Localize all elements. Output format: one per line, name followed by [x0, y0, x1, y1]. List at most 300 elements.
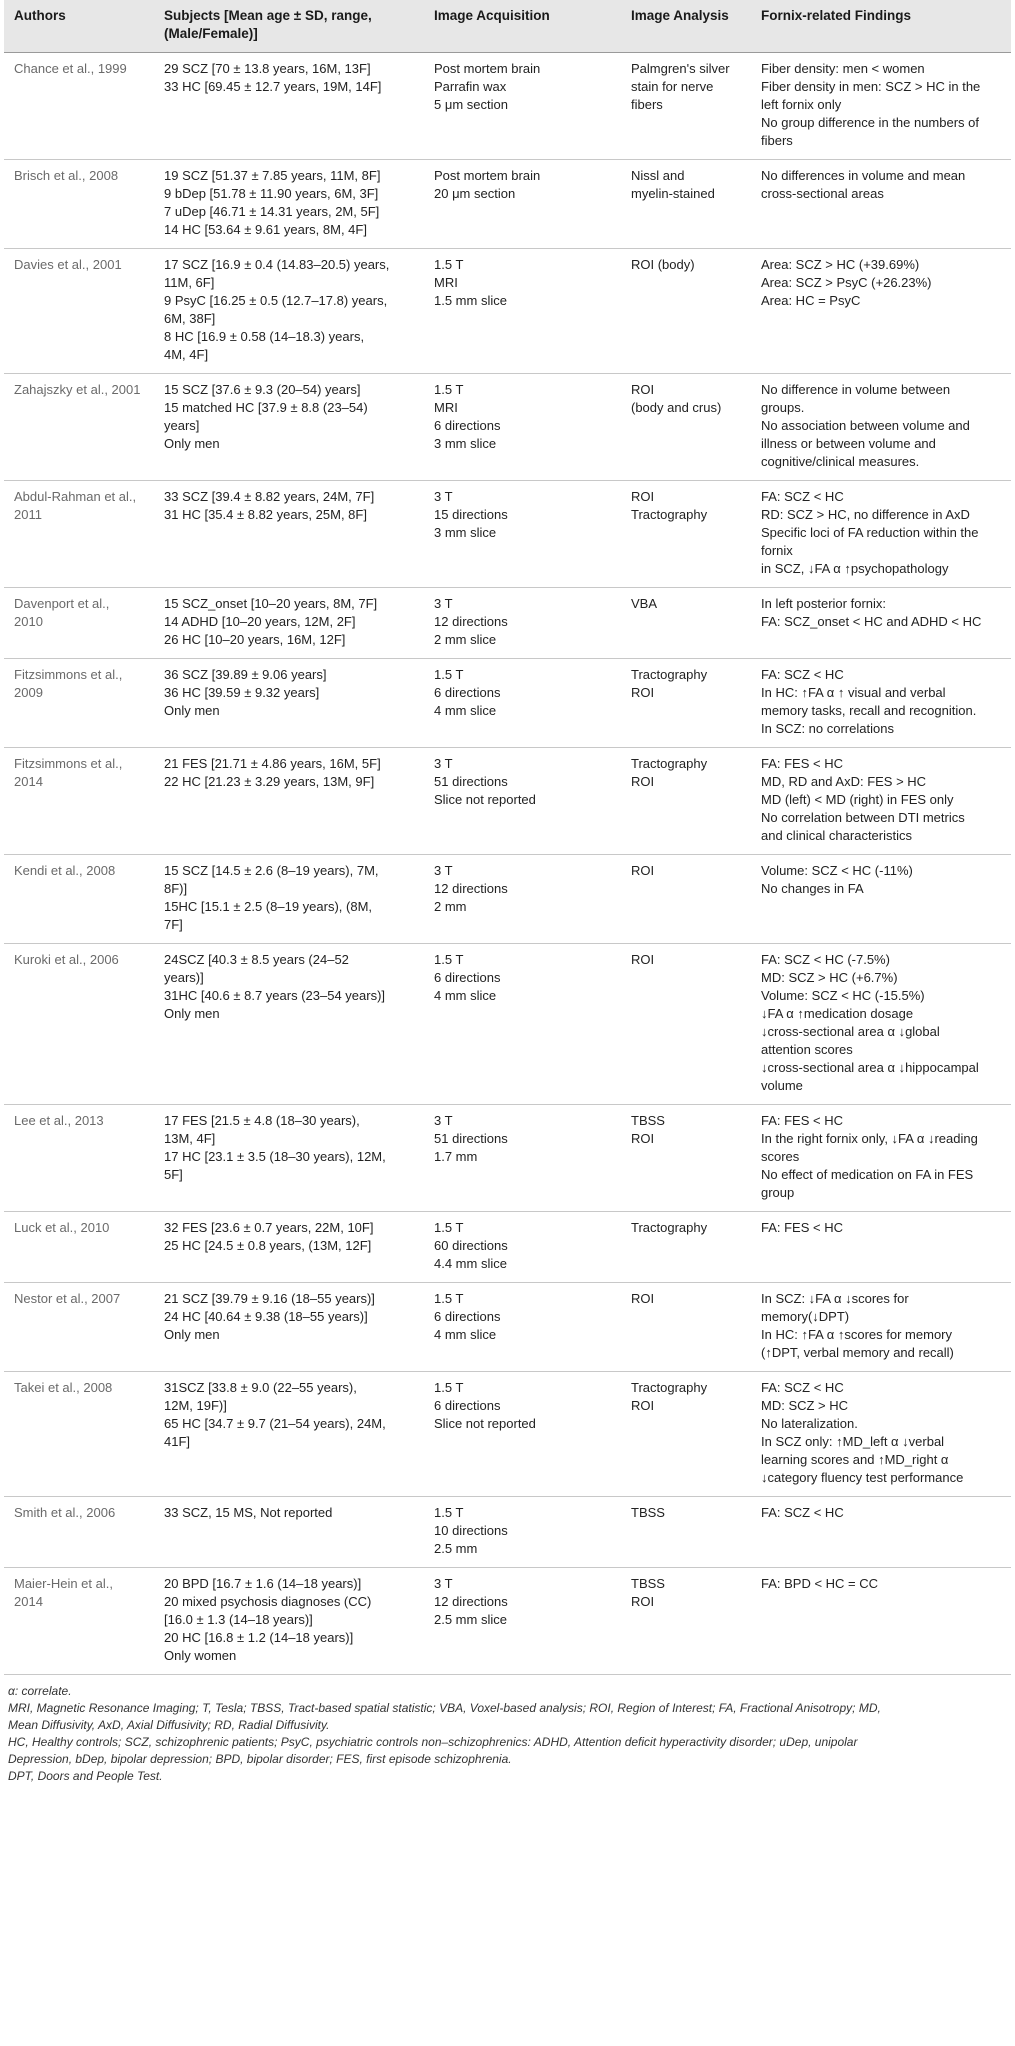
cell-line: 15 matched HC [37.9 ± 8.8 (23–54) [164, 400, 368, 415]
cell-line: 9 PsyC [16.25 ± 0.5 (12.7–17.8) years, [164, 293, 388, 308]
cell-subjects [154, 659, 424, 748]
cell-image-analysis [621, 374, 751, 481]
cell-line: Slice not reported [434, 792, 536, 807]
cell-line: learning scores and ↑MD_right α [761, 1452, 949, 1467]
cell-line: Luck et al., 2010 [14, 1220, 110, 1235]
cell-authors [4, 944, 154, 1105]
cell-subjects [154, 1105, 424, 1212]
cell-subjects [154, 160, 424, 249]
cell-line: 12 directions [434, 614, 508, 629]
cell-image-acquisition [424, 1497, 621, 1568]
cell-line: 2 mm slice [434, 632, 497, 647]
cell-line: FA: FES < HC [761, 1113, 843, 1128]
cell-line: in SCZ, ↓FA α ↑psychopathology [761, 561, 949, 576]
cell-line: RD: SCZ > HC, no difference in AxD [761, 507, 970, 522]
cell-line: Kendi et al., 2008 [14, 863, 116, 878]
cell-line: FA: SCZ < HC [761, 489, 844, 504]
table-row [4, 1568, 1011, 1675]
cell-image-acquisition [424, 249, 621, 374]
cell-line: 1.5 T [434, 1291, 464, 1306]
cell-line: Takei et al., 2008 [14, 1380, 113, 1395]
cell-line: Tractography [631, 1380, 708, 1395]
cell-line: 4 mm slice [434, 1327, 497, 1342]
cell-line: Tractography [631, 756, 708, 771]
cell-line: FA: BPD < HC = CC [761, 1576, 879, 1591]
cell-line: Area: HC = PsyC [761, 293, 861, 308]
cell-authors [4, 1212, 154, 1283]
cell-image-analysis [621, 481, 751, 588]
cell-image-analysis [621, 1497, 751, 1568]
table-row [4, 1497, 1011, 1568]
cell-line: cognitive/clinical measures. [761, 454, 920, 469]
table-row [4, 659, 1011, 748]
cell-image-acquisition [424, 53, 621, 160]
cell-subjects [154, 588, 424, 659]
cell-line: years] [164, 418, 200, 433]
cell-line: 14 HC [53.64 ± 9.61 years, 8M, 4F] [164, 222, 367, 237]
cell-findings [751, 588, 1011, 659]
table-row [4, 944, 1011, 1105]
footnote-line: MRI, Magnetic Resonance Imaging; T, Tesla; TBSS, Tract-based spatial statistic; VBA, Voxel-based analysis; ROI, Region of Interest; FA, Fractional Anisotropy; MD, [8, 1701, 881, 1715]
cell-line: Parrafin wax [434, 79, 507, 94]
cell-line: Smith et al., 2006 [14, 1505, 116, 1520]
table-row [4, 1212, 1011, 1283]
cell-findings [751, 1283, 1011, 1372]
cell-image-acquisition [424, 1372, 621, 1497]
cell-image-acquisition [424, 481, 621, 588]
header-authors: Authors [4, 0, 154, 53]
table-row [4, 1372, 1011, 1497]
cell-image-acquisition [424, 659, 621, 748]
cell-line: 65 HC [34.7 ± 9.7 (21–54 years), 24M, [164, 1416, 386, 1431]
cell-line: 3 T [434, 596, 453, 611]
cell-line: 51 directions [434, 774, 508, 789]
footnote-line: α: correlate. [8, 1684, 72, 1698]
cell-subjects [154, 1568, 424, 1675]
cell-subjects [154, 1372, 424, 1497]
cell-authors [4, 249, 154, 374]
cell-line: Abdul-Rahman et al., [14, 489, 137, 504]
cell-line: 25 HC [24.5 ± 0.8 years, (13M, 12F] [164, 1238, 372, 1253]
cell-line: Kuroki et al., 2006 [14, 952, 119, 967]
cell-line: 6 directions [434, 970, 501, 985]
cell-line: 2011 [14, 507, 42, 522]
cell-line: MRI [434, 275, 458, 290]
cell-image-acquisition [424, 374, 621, 481]
cell-line: 1.5 T [434, 382, 464, 397]
cell-line: 3 T [434, 756, 453, 771]
cell-line: Specific loci of FA reduction within the [761, 525, 979, 540]
cell-line: 19 SCZ [51.37 ± 7.85 years, 11M, 8F] [164, 168, 381, 183]
table-row [4, 1105, 1011, 1212]
cell-line: (↑DPT, verbal memory and recall) [761, 1345, 954, 1360]
header-findings: Fornix-related Findings [751, 0, 1011, 53]
cell-line: MRI [434, 400, 458, 415]
cell-line: 2014 [14, 1594, 43, 1609]
cell-line: Brisch et al., 2008 [14, 168, 119, 183]
cell-line: ROI [631, 1398, 655, 1413]
cell-line: Volume: SCZ < HC (-11%) [761, 863, 913, 878]
cell-line: 6 directions [434, 1398, 501, 1413]
table-row [4, 249, 1011, 374]
fornix-studies-table [4, 0, 1011, 1675]
cell-image-analysis [621, 160, 751, 249]
cell-line: No group difference in the numbers of [761, 115, 980, 130]
cell-line: MD: SCZ > HC (+6.7%) [761, 970, 898, 985]
cell-line: Fiber density in men: SCZ > HC in the [761, 79, 981, 94]
cell-line: Only men [164, 703, 220, 718]
cell-line: left fornix only [761, 97, 842, 112]
cell-line: volume [761, 1078, 803, 1093]
cell-authors [4, 588, 154, 659]
cell-line: VBA [631, 596, 658, 611]
cell-line: 2 mm [434, 899, 467, 914]
cell-findings [751, 53, 1011, 160]
table-row [4, 374, 1011, 481]
table-header [4, 0, 1011, 53]
cell-image-analysis [621, 748, 751, 855]
cell-line: stain for nerve [631, 79, 714, 94]
cell-image-analysis [621, 944, 751, 1105]
cell-line: FA: FES < HC [761, 1220, 843, 1235]
cell-line: ROI [631, 952, 655, 967]
cell-image-analysis [621, 659, 751, 748]
cell-line: In the right fornix only, ↓FA α ↓reading [761, 1131, 978, 1146]
cell-line: (body and crus) [631, 400, 722, 415]
cell-line: Davenport et al., [14, 596, 110, 611]
header-image-analysis: Image Analysis [621, 0, 751, 53]
cell-line: 33 SCZ, 15 MS, Not reported [164, 1505, 333, 1520]
cell-line: 21 SCZ [39.79 ± 9.16 (18–55 years)] [164, 1291, 375, 1306]
cell-line: Fitzsimmons et al., [14, 667, 123, 682]
cell-line: 60 directions [434, 1238, 508, 1253]
cell-authors [4, 160, 154, 249]
cell-findings [751, 249, 1011, 374]
cell-line: No lateralization. [761, 1416, 858, 1431]
cell-findings [751, 855, 1011, 944]
cell-line: 1.5 mm slice [434, 293, 507, 308]
cell-image-acquisition [424, 588, 621, 659]
footnote-line: Mean Diffusivity, AxD, Axial Diffusivity; RD, Radial Diffusivity. [8, 1718, 330, 1732]
cell-line: FA: FES < HC [761, 756, 843, 771]
cell-line: Only men [164, 1327, 220, 1342]
cell-line: ROI [631, 863, 655, 878]
cell-line: and clinical characteristics [761, 828, 913, 843]
cell-line: 5F] [164, 1167, 183, 1182]
cell-line: Chance et al., 1999 [14, 61, 127, 76]
cell-subjects [154, 855, 424, 944]
cell-findings [751, 659, 1011, 748]
cell-line: 1.5 T [434, 667, 464, 682]
cell-findings [751, 1105, 1011, 1212]
cell-line: 26 HC [10–20 years, 16M, 12F] [164, 632, 346, 647]
cell-line: Maier-Hein et al., [14, 1576, 113, 1591]
cell-subjects [154, 481, 424, 588]
table-row [4, 855, 1011, 944]
cell-line: 2009 [14, 685, 43, 700]
cell-line: 14 ADHD [10–20 years, 12M, 2F] [164, 614, 356, 629]
cell-line: 15 SCZ_onset [10–20 years, 8M, 7F] [164, 596, 378, 611]
cell-line: MD, RD and AxD: FES > HC [761, 774, 927, 789]
cell-subjects [154, 1212, 424, 1283]
cell-authors [4, 1497, 154, 1568]
cell-image-analysis [621, 249, 751, 374]
cell-line: 8F)] [164, 881, 188, 896]
cell-subjects [154, 944, 424, 1105]
cell-authors [4, 53, 154, 160]
cell-line: Zahajszky et al., 2001 [14, 382, 141, 397]
cell-image-acquisition [424, 1283, 621, 1372]
cell-authors [4, 1372, 154, 1497]
cell-line: Tractography [631, 667, 708, 682]
cell-line: 22 HC [21.23 ± 3.29 years, 13M, 9F] [164, 774, 375, 789]
cell-line: 1.5 T [434, 1380, 464, 1395]
cell-image-acquisition [424, 1105, 621, 1212]
cell-line: 8 HC [16.9 ± 0.58 (14–18.3) years, [164, 329, 365, 344]
cell-findings [751, 1372, 1011, 1497]
cell-line: 33 HC [69.45 ± 12.7 years, 19M, 14F] [164, 79, 382, 94]
cell-line: 10 directions [434, 1523, 508, 1538]
cell-image-analysis [621, 1212, 751, 1283]
cell-line: cross-sectional areas [761, 186, 884, 201]
cell-line: 15 directions [434, 507, 508, 522]
cell-image-analysis [621, 588, 751, 659]
cell-line: 20 μm section [434, 186, 516, 201]
table-body [4, 53, 1011, 1675]
cell-line: 1.5 T [434, 1220, 464, 1235]
cell-line: 17 HC [23.1 ± 3.5 (18–30 years), 12M, [164, 1149, 386, 1164]
cell-findings [751, 1212, 1011, 1283]
cell-line: No effect of medication on FA in FES [761, 1167, 974, 1182]
cell-line: Volume: SCZ < HC (-15.5%) [761, 988, 925, 1003]
cell-line: 51 directions [434, 1131, 508, 1146]
cell-line: Nestor et al., 2007 [14, 1291, 121, 1306]
cell-line: Tractography [631, 1220, 708, 1235]
cell-image-analysis [621, 1568, 751, 1675]
cell-line: 3 mm slice [434, 436, 497, 451]
cell-line: ROI [631, 1131, 655, 1146]
cell-line: In SCZ: ↓FA α ↓scores for [761, 1291, 909, 1306]
cell-line: 17 SCZ [16.9 ± 0.4 (14.83–20.5) years, [164, 257, 390, 272]
cell-line: ↓category fluency test performance [761, 1470, 964, 1485]
cell-line: Slice not reported [434, 1416, 536, 1431]
footnote-line: HC, Healthy controls; SCZ, schizophrenic patients; PsyC, psychiatric controls non–schizophrenics: ADHD, Attention deficit hyperactivity disorder; uDep, unipolar [8, 1735, 858, 1749]
cell-line: ↓cross-sectional area α ↓hippocampal [761, 1060, 979, 1075]
cell-line: Davies et al., 2001 [14, 257, 122, 272]
cell-image-acquisition [424, 748, 621, 855]
cell-line: TBSS [631, 1505, 665, 1520]
cell-line: groups. [761, 400, 805, 415]
cell-subjects [154, 1497, 424, 1568]
cell-image-analysis [621, 53, 751, 160]
cell-line: [16.0 ± 1.3 (14–18 years)] [164, 1612, 313, 1627]
cell-line: ROI [631, 1291, 655, 1306]
cell-line: ROI [631, 382, 655, 397]
cell-line: 29 SCZ [70 ± 13.8 years, 16M, 13F] [164, 61, 371, 76]
cell-line: FA: SCZ_onset < HC and ADHD < HC [761, 614, 982, 629]
cell-line: 15 SCZ [14.5 ± 2.6 (8–19 years), 7M, [164, 863, 379, 878]
cell-line: 1.5 T [434, 952, 464, 967]
cell-line: In left posterior fornix: [761, 596, 886, 611]
cell-line: 3 T [434, 489, 453, 504]
cell-line: 15HC [15.1 ± 2.5 (8–19 years), (8M, [164, 899, 373, 914]
cell-line: ↓cross-sectional area α ↓global [761, 1024, 940, 1039]
cell-findings [751, 481, 1011, 588]
footnote-line: Depression, bDep, bipolar depression; BPD, bipolar disorder; FES, first episode schizophrenia. [8, 1752, 512, 1766]
cell-line: 17 FES [21.5 ± 4.8 (18–30 years), [164, 1113, 360, 1128]
cell-line: In SCZ only: ↑MD_left α ↓verbal [761, 1434, 945, 1449]
cell-line: group [761, 1185, 795, 1200]
cell-line: 2010 [14, 614, 43, 629]
cell-line: 3 T [434, 1576, 453, 1591]
cell-line: FA: SCZ < HC [761, 1380, 844, 1395]
cell-line: 2.5 mm slice [434, 1612, 507, 1627]
table-row [4, 481, 1011, 588]
cell-line: 31 HC [35.4 ± 8.82 years, 25M, 8F] [164, 507, 367, 522]
cell-line: No association between volume and [761, 418, 970, 433]
cell-line: 32 FES [23.6 ± 0.7 years, 22M, 10F] [164, 1220, 374, 1235]
cell-line: 24 HC [40.64 ± 9.38 (18–55 years)] [164, 1309, 368, 1324]
cell-line: TBSS [631, 1576, 665, 1591]
cell-line: 6 directions [434, 418, 501, 433]
cell-findings [751, 1568, 1011, 1675]
cell-line: memory tasks, recall and recognition. [761, 703, 977, 718]
cell-line: 4.4 mm slice [434, 1256, 507, 1271]
table-row [4, 748, 1011, 855]
cell-line: 1.7 mm [434, 1149, 478, 1164]
cell-line: In HC: ↑FA α ↑ visual and verbal [761, 685, 946, 700]
cell-subjects [154, 249, 424, 374]
cell-authors [4, 855, 154, 944]
cell-line: 12M, 19F)] [164, 1398, 227, 1413]
cell-line: 12 directions [434, 1594, 508, 1609]
cell-line: Only men [164, 436, 220, 451]
cell-line: ROI [631, 489, 655, 504]
cell-subjects [154, 374, 424, 481]
table-row [4, 588, 1011, 659]
cell-line: fornix [761, 543, 793, 558]
cell-line: attention scores [761, 1042, 853, 1057]
cell-line: Fitzsimmons et al., [14, 756, 123, 771]
cell-line: 20 HC [16.8 ± 1.2 (14–18 years)] [164, 1630, 354, 1645]
cell-authors [4, 748, 154, 855]
cell-authors [4, 1105, 154, 1212]
cell-image-analysis [621, 855, 751, 944]
cell-line: Post mortem brain [434, 61, 541, 76]
cell-line: 6 directions [434, 685, 501, 700]
cell-line: 6M, 38F] [164, 311, 216, 326]
cell-subjects [154, 53, 424, 160]
cell-line: 13M, 4F] [164, 1131, 216, 1146]
cell-line: fibers [761, 133, 793, 148]
cell-line: Fiber density: men < women [761, 61, 925, 76]
cell-findings [751, 1497, 1011, 1568]
cell-findings [751, 748, 1011, 855]
cell-line: Tractography [631, 507, 708, 522]
cell-findings [751, 374, 1011, 481]
cell-line: 11M, 6F] [164, 275, 215, 290]
cell-line: 2.5 mm [434, 1541, 478, 1556]
cell-line: 7F] [164, 917, 183, 932]
cell-line: 31HC [40.6 ± 8.7 years (23–54 years)] [164, 988, 386, 1003]
cell-line: 3 T [434, 1113, 453, 1128]
cell-line: Only men [164, 1006, 220, 1021]
cell-subjects [154, 1283, 424, 1372]
cell-line: memory(↓DPT) [761, 1309, 850, 1324]
header-row [4, 0, 1011, 53]
cell-line: In SCZ: no correlations [761, 721, 894, 736]
cell-line: No differences in volume and mean [761, 168, 966, 183]
cell-line: 7 uDep [46.71 ± 14.31 years, 2M, 5F] [164, 204, 380, 219]
cell-line: years)] [164, 970, 204, 985]
cell-image-acquisition [424, 855, 621, 944]
cell-line: 9 bDep [51.78 ± 11.90 years, 6M, 3F] [164, 186, 379, 201]
cell-line: ROI (body) [631, 257, 695, 272]
cell-line: ↓FA α ↑medication dosage [761, 1006, 914, 1021]
cell-line: 5 μm section [434, 97, 508, 112]
cell-line: No difference in volume between [761, 382, 951, 397]
cell-line: fibers [631, 97, 663, 112]
cell-line: 33 SCZ [39.4 ± 8.82 years, 24M, 7F] [164, 489, 375, 504]
cell-line: No changes in FA [761, 881, 864, 896]
cell-line: 3 mm slice [434, 525, 497, 540]
cell-line: Area: SCZ > PsyC (+26.23%) [761, 275, 932, 290]
header-image-acquisition: Image Acquisition [424, 0, 621, 53]
cell-line: 1.5 T [434, 257, 464, 272]
cell-image-acquisition [424, 1568, 621, 1675]
table-row [4, 1283, 1011, 1372]
table-row [4, 53, 1011, 160]
cell-line: Lee et al., 2013 [14, 1113, 104, 1128]
cell-line: Only women [164, 1648, 237, 1663]
cell-line: Area: SCZ > HC (+39.69%) [761, 257, 920, 272]
cell-authors [4, 481, 154, 588]
cell-line: 31SCZ [33.8 ± 9.0 (22–55 years), [164, 1380, 357, 1395]
cell-line: Palmgren's silver [631, 61, 730, 76]
cell-findings [751, 944, 1011, 1105]
cell-line: 4M, 4F] [164, 347, 209, 362]
cell-image-analysis [621, 1105, 751, 1212]
cell-line: 36 SCZ [39.89 ± 9.06 years] [164, 667, 327, 682]
cell-line: 4 mm slice [434, 703, 497, 718]
cell-line: MD: SCZ > HC [761, 1398, 849, 1413]
cell-line: 36 HC [39.59 ± 9.32 years] [164, 685, 320, 700]
cell-line: TBSS [631, 1113, 665, 1128]
header-subjects: Subjects [Mean age ± SD, range, (Male/Female)] [154, 0, 424, 53]
cell-line: 41F] [164, 1434, 191, 1449]
cell-image-analysis [621, 1372, 751, 1497]
cell-line: ROI [631, 774, 655, 789]
cell-line: 12 directions [434, 881, 508, 896]
table-footnotes [4, 1675, 1011, 1785]
cell-line: FA: SCZ < HC [761, 1505, 844, 1520]
cell-line: 1.5 T [434, 1505, 464, 1520]
cell-line: 15 SCZ [37.6 ± 9.3 (20–54) years] [164, 382, 361, 397]
cell-image-analysis [621, 1283, 751, 1372]
cell-line: scores [761, 1149, 800, 1164]
cell-line: myelin-stained [631, 186, 715, 201]
cell-line: 2014 [14, 774, 43, 789]
cell-authors [4, 1283, 154, 1372]
cell-line: 24SCZ [40.3 ± 8.5 years (24–52 [164, 952, 349, 967]
cell-line: ROI [631, 685, 655, 700]
cell-line: FA: SCZ < HC [761, 667, 844, 682]
cell-line: 6 directions [434, 1309, 501, 1324]
cell-subjects [154, 748, 424, 855]
cell-line: MD (left) < MD (right) in FES only [761, 792, 954, 807]
cell-line: Nissl and [631, 168, 685, 183]
cell-line: Post mortem brain [434, 168, 541, 183]
